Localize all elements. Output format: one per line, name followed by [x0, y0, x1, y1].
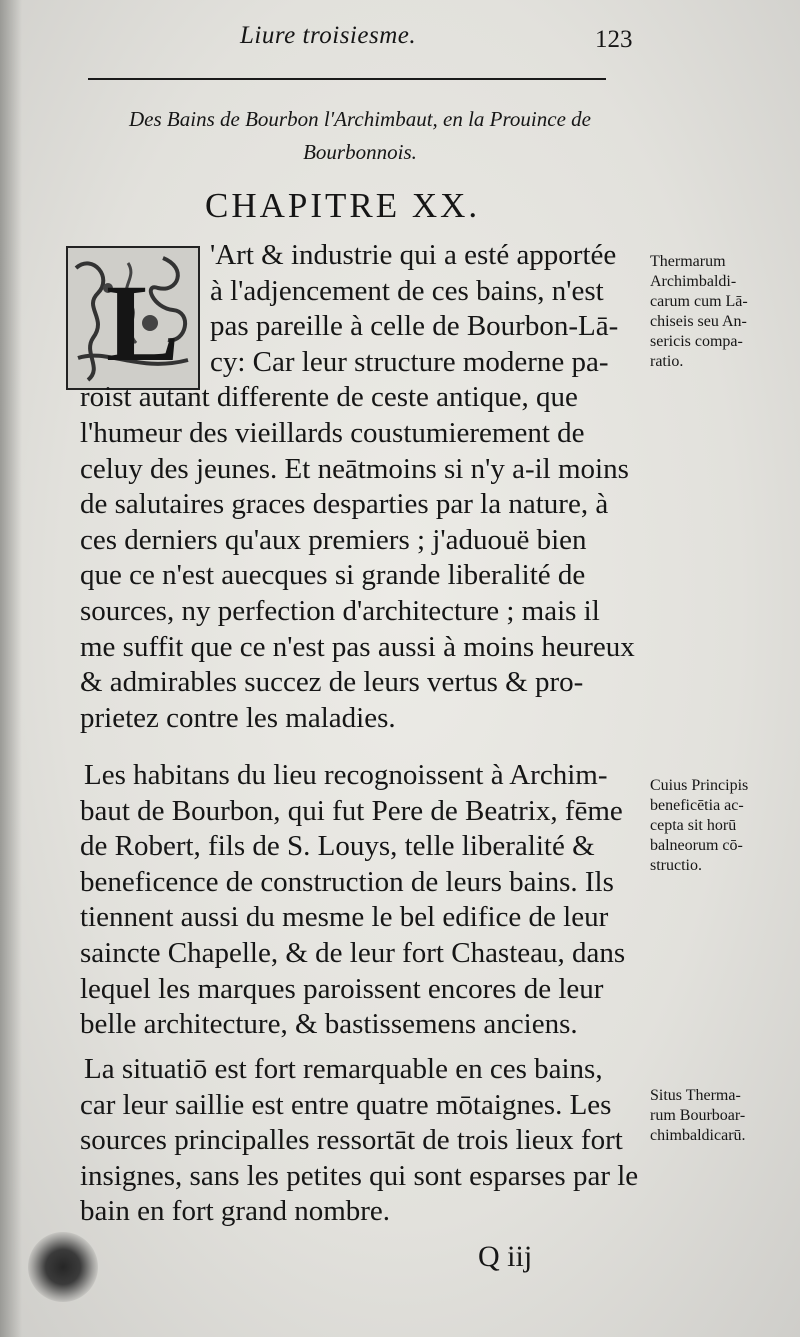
text-line: lequel les marques paroissent encores de leur — [80, 972, 604, 1005]
margin-line: Cuius Principis — [650, 777, 749, 794]
margin-line: chimbaldicarū. — [650, 1127, 746, 1144]
chapter-heading: CHAPITRE XX. — [205, 186, 481, 225]
margin-line: sericis compa- — [650, 333, 743, 350]
margin-line: Thermarum — [650, 253, 726, 270]
running-head-title: Liure troisiesme. — [240, 22, 417, 49]
text-line: me suffit que ce n'est pas aussi à moins heureux — [80, 630, 635, 663]
paragraph-2 — [80, 758, 648, 1043]
margin-line: balneorum cō- — [650, 837, 743, 854]
margin-line: rum Bourboar- — [650, 1107, 746, 1124]
marginal-note-3 — [650, 1086, 795, 1146]
margin-line: structio. — [650, 857, 702, 874]
text-line: celuy des jeunes. Et neātmoins si n'y a-il moins — [80, 452, 629, 485]
paragraph-1 — [80, 238, 648, 736]
text-line: à l'adjencement de ces bains, n'est — [210, 274, 604, 307]
text-line: beneficence de construction de leurs bains. Ils — [80, 865, 614, 898]
text-line: roist autant differente de ceste antique, que — [80, 381, 578, 414]
text-line: prietez contre les maladies. — [80, 701, 396, 734]
text-line: ces derniers qu'aux premiers ; j'aduouë bien — [80, 523, 587, 556]
text-line: belle architecture, & bastissemens anciens. — [80, 1008, 578, 1041]
text-line: La situatiō est fort remarquable en ces bains, — [84, 1053, 603, 1085]
text-line: cy: Car leur structure moderne pa- — [210, 345, 609, 378]
marginal-note-1 — [650, 252, 795, 372]
paragraph-3 — [80, 1052, 648, 1230]
text-line: tiennent aussi du mesme le bel edifice de leur — [80, 901, 609, 934]
header-rule — [88, 78, 606, 80]
margin-line: chiseis seu An- — [650, 313, 747, 330]
running-head — [240, 22, 640, 62]
chapter-subtitle: Des Bains de Bourbon l'Archimbaut, en la Prouince de Bourbonnois. — [129, 107, 591, 164]
text-line: sources principalles ressortāt de trois lieux fort — [80, 1124, 623, 1157]
ink-smudge — [28, 1232, 98, 1302]
text-line: que ce n'est auecques si grande liberalité de — [80, 559, 586, 592]
margin-line: Situs Therma- — [650, 1087, 741, 1104]
margin-line: cepta sit horū — [650, 817, 737, 834]
text-line: l'humeur des vieillards coustumierement de — [80, 416, 585, 449]
margin-line: beneficētia ac- — [650, 797, 744, 814]
text-line: Les habitans du lieu recognoissent à Archim- — [84, 759, 608, 791]
text-line: bain en fort grand nombre. — [80, 1195, 391, 1228]
text-line: de Robert, fils de S. Louys, telle liberalité & — [80, 830, 595, 863]
margin-line: ratio. — [650, 353, 684, 370]
margin-line: Archimbaldi- — [650, 273, 737, 290]
text-line: pas pareille à celle de Bourbon-Lā- — [210, 310, 619, 343]
text-line: saincte Chapelle, & de leur fort Chasteau, dans — [80, 936, 626, 969]
page-number: 123 — [595, 26, 633, 53]
text-line: 'Art & industrie qui a esté apportée — [210, 239, 617, 271]
signature-mark: Q iij — [478, 1240, 533, 1273]
text-line: de salutaires graces desparties par la nature, à — [80, 488, 609, 521]
text-line: insignes, sans les petites qui sont esparses par le — [80, 1159, 639, 1192]
page-gutter-shadow — [0, 0, 22, 1337]
text-line: & admirables succez de leurs vertus & pro- — [80, 666, 584, 699]
text-line: baut de Bourbon, qui fut Pere de Beatrix, fēme — [80, 794, 623, 827]
text-line: car leur saillie est entre quatre mōtaignes. Les — [80, 1088, 612, 1121]
text-line: sources, ny perfection d'architecture ; mais il — [80, 594, 600, 627]
marginal-note-2 — [650, 776, 795, 876]
initial-letter: L — [106, 262, 180, 384]
margin-line: carum cum Lā- — [650, 293, 748, 310]
